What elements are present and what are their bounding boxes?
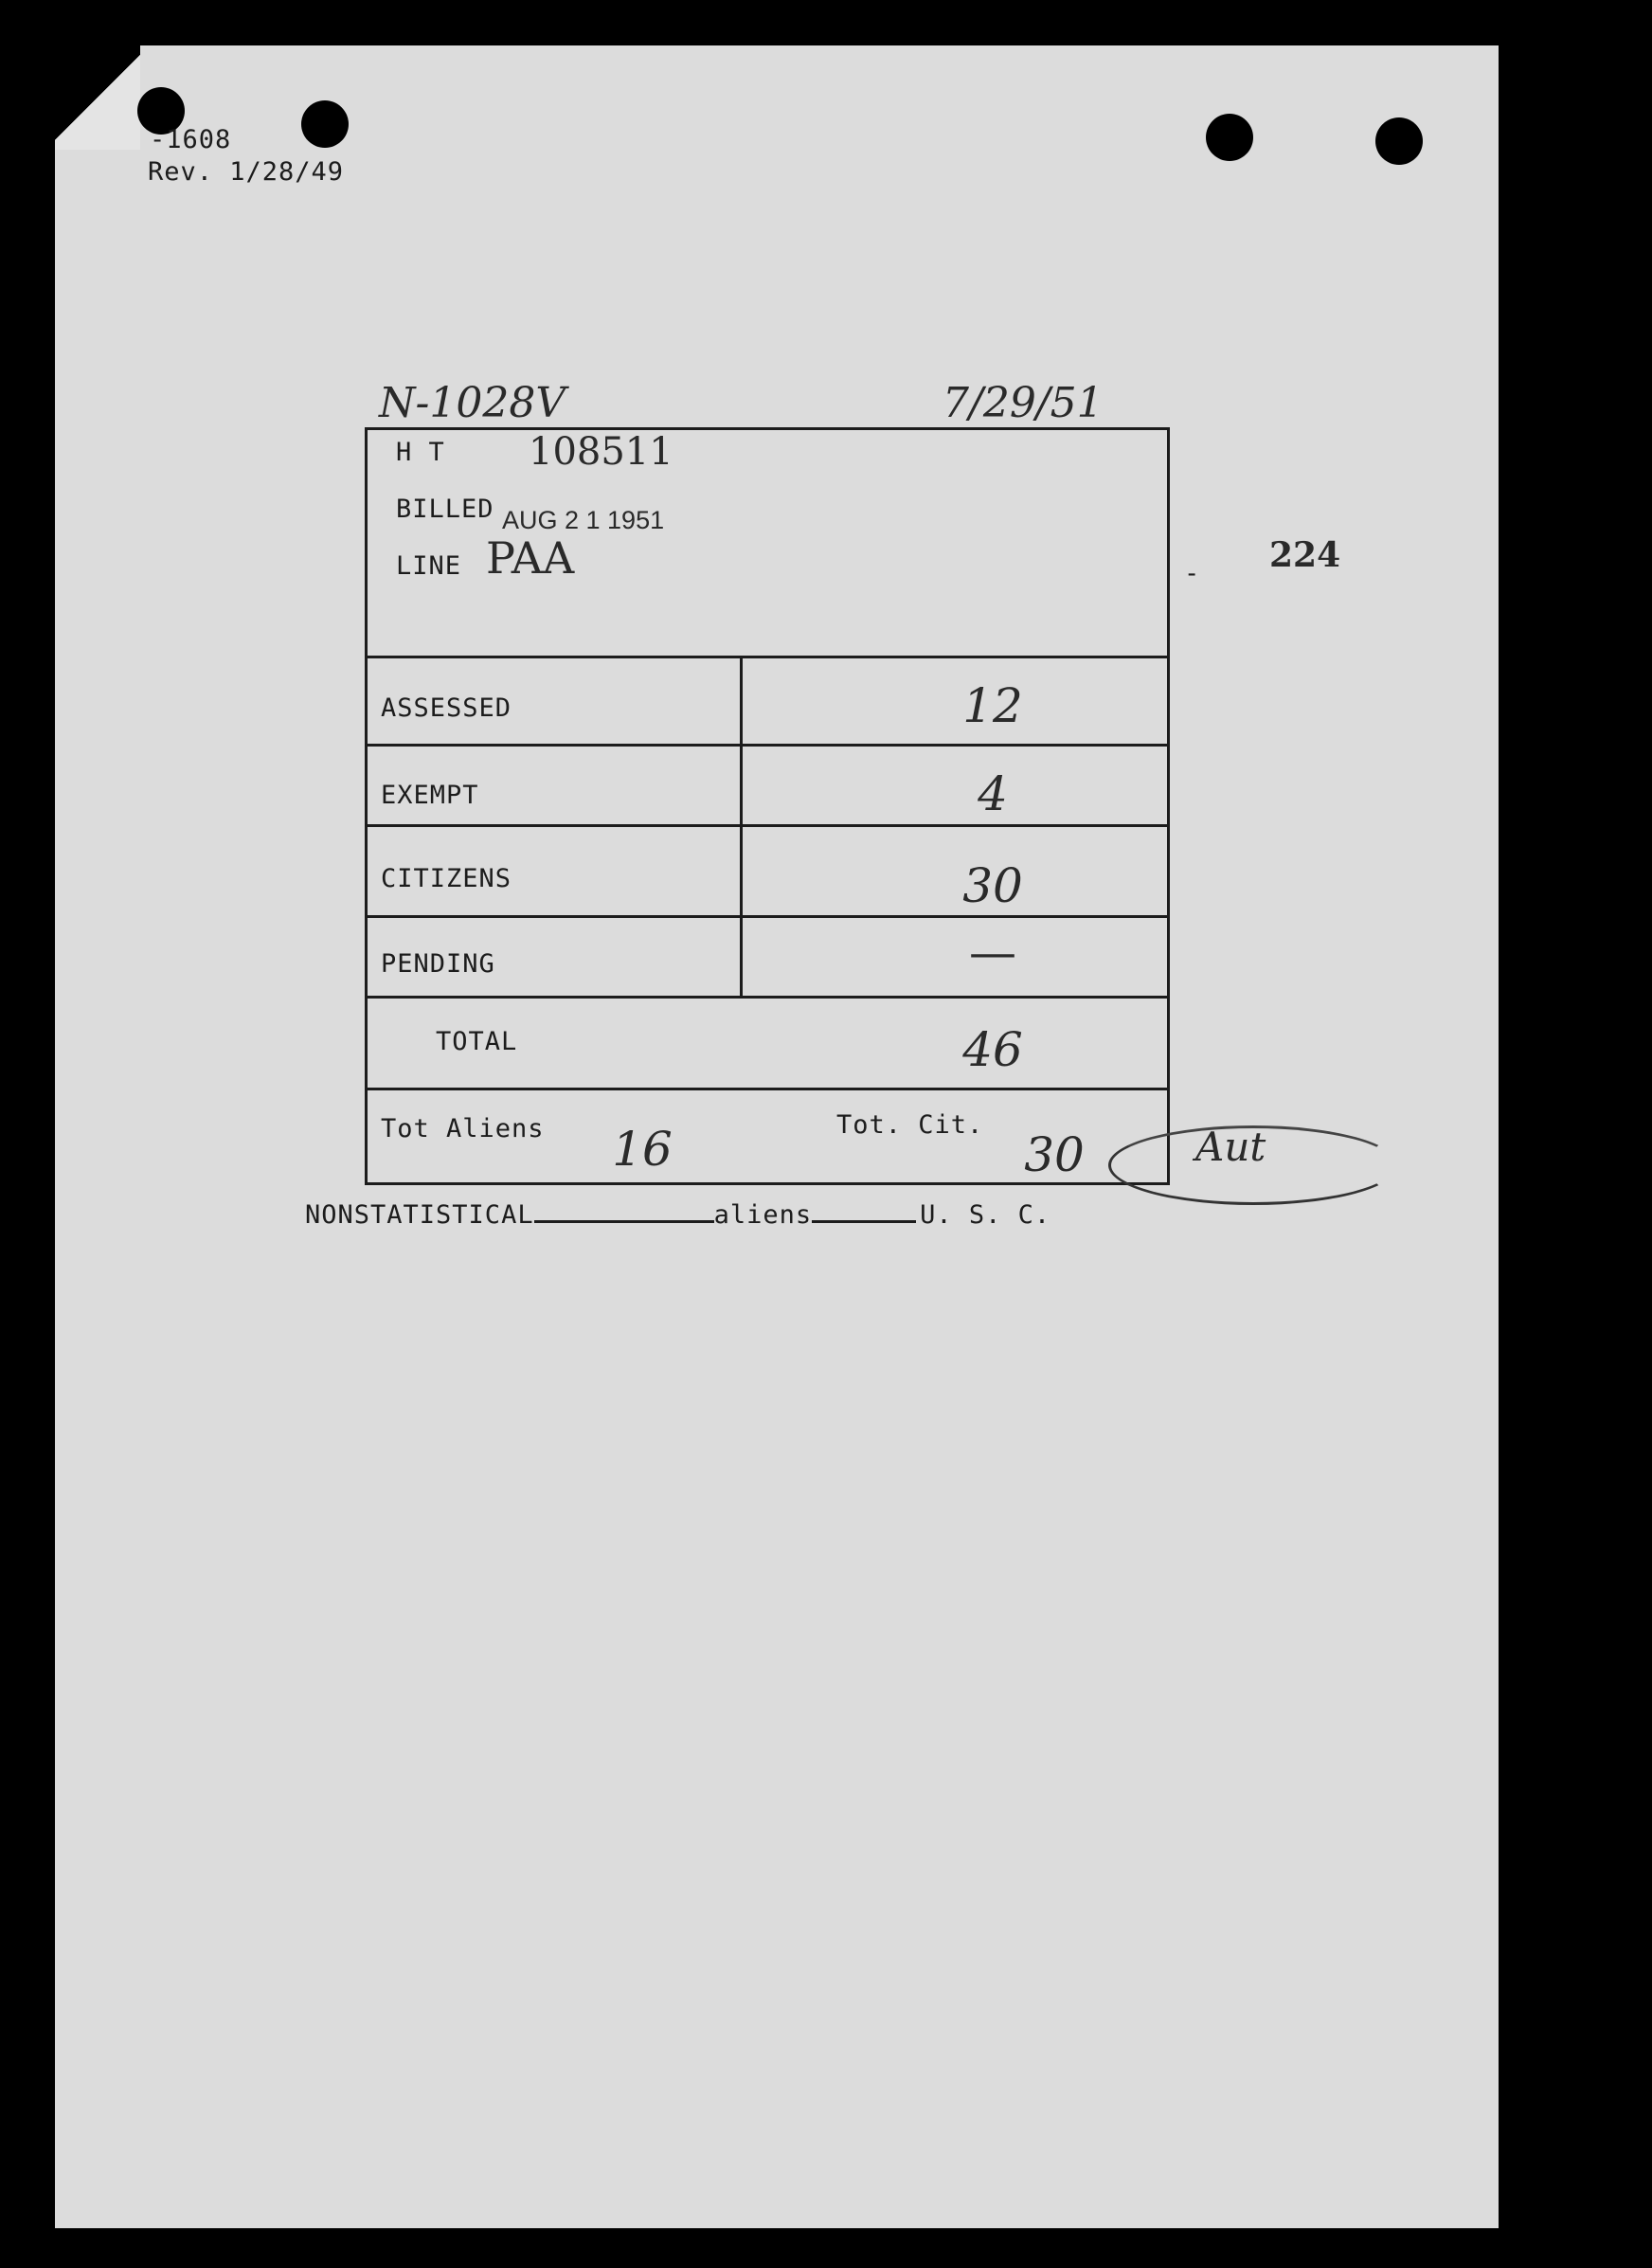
- punch-hole: [1375, 117, 1423, 165]
- billed-label: BILLED: [396, 495, 494, 524]
- billed-date-stamp: AUG 2 1 1951: [502, 506, 665, 534]
- handwritten-date: 7/29/51: [943, 379, 1104, 427]
- usc-label: U. S. C.: [920, 1200, 1051, 1230]
- form-revision: Rev. 1/28/49: [148, 157, 345, 187]
- margin-dash: -: [1184, 559, 1201, 588]
- ht-label: H T: [396, 438, 445, 467]
- tot-cit-value: 30: [1024, 1127, 1085, 1182]
- citizens-value: 30: [962, 858, 1023, 913]
- total-value: 46: [962, 1022, 1023, 1077]
- nonstatistical-label: NONSTATISTICAL: [305, 1200, 534, 1230]
- divider: [368, 656, 1167, 658]
- ht-number: 108511: [529, 430, 673, 474]
- folded-corner: [55, 45, 140, 150]
- divider: [368, 744, 1167, 747]
- file-number: N-1028V: [379, 379, 566, 427]
- form-number: -1608: [150, 125, 232, 154]
- nonstatistical-line: [305, 1200, 1050, 1230]
- total-label: TOTAL: [436, 1027, 518, 1056]
- billing-form: [365, 427, 1170, 1185]
- tot-aliens-label: Tot Aliens: [381, 1114, 545, 1143]
- divider: [368, 824, 1167, 827]
- tot-aliens-value: 16: [612, 1122, 673, 1177]
- divider: [368, 996, 1167, 999]
- line-value: PAA: [486, 532, 575, 584]
- punch-hole: [1206, 114, 1253, 161]
- tot-cit-label: Tot. Cit.: [836, 1110, 984, 1140]
- nonstatistical-usc-blank: [812, 1220, 916, 1223]
- exempt-label: EXEMPT: [381, 781, 479, 810]
- signature: Aut: [1195, 1124, 1266, 1170]
- divider: [368, 1088, 1167, 1090]
- divider: [368, 915, 1167, 918]
- page-number: 224: [1269, 535, 1341, 575]
- pending-value: —: [969, 925, 1016, 980]
- line-label: LINE: [396, 551, 462, 581]
- assessed-value: 12: [962, 678, 1023, 733]
- citizens-label: CITIZENS: [381, 864, 512, 893]
- exempt-value: 4: [978, 766, 1008, 821]
- punch-hole: [301, 100, 349, 148]
- aliens-label: aliens: [713, 1200, 813, 1230]
- nonstatistical-aliens-blank: [534, 1220, 714, 1223]
- pending-label: PENDING: [381, 949, 495, 979]
- assessed-label: ASSESSED: [381, 693, 512, 723]
